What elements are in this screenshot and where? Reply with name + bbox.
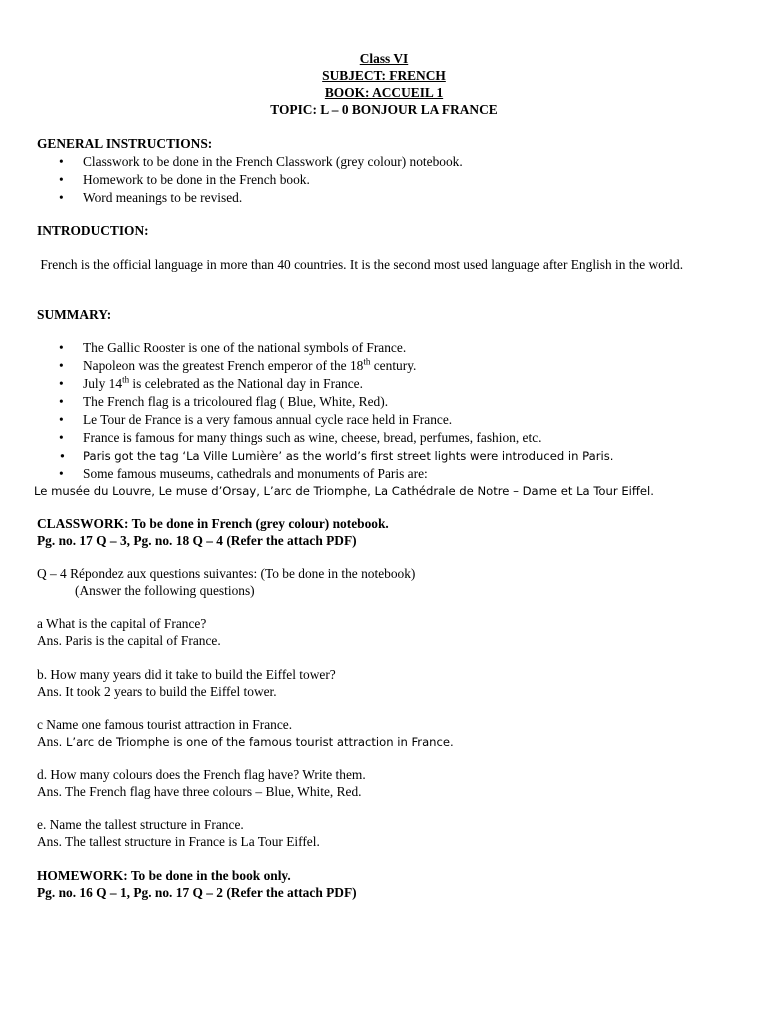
class-line: Class VI	[359, 51, 409, 66]
ordinal-suffix: th	[122, 374, 130, 385]
list-item: • Le Tour de France is a very famous annual cycle race held in France.	[37, 411, 737, 429]
homework-section	[37, 867, 737, 901]
document-header	[0, 50, 768, 118]
answer: Ans. It took 2 years to build the Eiffel tower.	[37, 684, 277, 699]
list-item: • The Gallic Rooster is one of the national symbols of France.	[37, 339, 737, 357]
question: c Name one famous tourist attraction in France.	[37, 717, 293, 732]
ordinal-suffix: th	[363, 356, 371, 367]
qa-item	[37, 615, 737, 649]
general-instructions-section	[37, 135, 737, 207]
answer: Ans. The French flag have three colours – Blue, White, Red.	[37, 784, 362, 799]
list-item: • Classwork to be done in the French Classwork (grey colour) notebook.	[37, 153, 737, 171]
list-item: • France is famous for many things such as wine, cheese, bread, perfumes, fashion, etc.	[37, 429, 737, 447]
question-4-section	[37, 565, 737, 599]
homework-pages: Pg. no. 16 Q – 1, Pg. no. 17 Q – 2 (Refer the attach PDF)	[37, 885, 357, 900]
summary-section	[34, 306, 737, 500]
item-text: Napoleon was the greatest French emperor of the 18	[83, 358, 364, 373]
topic-line: TOPIC: L – 0 BONJOUR LA FRANCE	[270, 102, 498, 117]
item-text: is celebrated as the National day in France.	[129, 376, 363, 391]
question: e. Name the tallest structure in France.	[37, 817, 244, 832]
question-4-translation: (Answer the following questions)	[75, 583, 255, 598]
qa-item	[37, 816, 737, 850]
question: a What is the capital of France?	[37, 616, 207, 631]
general-instructions-list	[37, 153, 737, 207]
answer-prefix: Ans	[37, 734, 59, 749]
introduction-section	[37, 222, 737, 273]
list-item	[37, 357, 737, 375]
homework-heading: HOMEWORK: To be done in the book only.	[37, 868, 291, 883]
classwork-pages: Pg. no. 17 Q – 3, Pg. no. 18 Q – 4 (Refer the attach PDF)	[37, 533, 357, 548]
classwork-heading: CLASSWORK: To be done in French (grey colour) notebook.	[37, 516, 389, 531]
question: d. How many colours does the French flag have? Write them.	[37, 767, 366, 782]
qa-item	[37, 666, 737, 700]
introduction-text: French is the official language in more than 40 countries. It is the second most used language after English in the world.	[37, 257, 684, 272]
list-item: • The French flag is a tricoloured flag ( Blue, White, Red).	[37, 393, 737, 411]
monuments-line: Le musée du Louvre, Le muse d’Orsay, L’arc de Triomphe, La Cathédrale de Notre – Dame et La Tour Eiffel.	[34, 484, 654, 498]
answer: Ans. Paris is the capital of France.	[37, 633, 221, 648]
classwork-section	[37, 515, 737, 549]
question: b. How many years did it take to build the Eiffel tower?	[37, 667, 336, 682]
question-4-title: Q – 4 Répondez aux questions suivantes: (To be done in the notebook)	[37, 566, 416, 581]
subject-line: SUBJECT: FRENCH	[322, 68, 446, 83]
answer: Ans. The tallest structure in France is La Tour Eiffel.	[37, 834, 320, 849]
item-text: century.	[370, 358, 417, 373]
answer	[37, 733, 737, 751]
item-text: July 14	[83, 376, 123, 391]
introduction-heading: INTRODUCTION:	[37, 223, 149, 238]
answer-text: . L’arc de Triomphe is one of the famous tourist attraction in France.	[58, 735, 454, 749]
book-line: BOOK: ACCUEIL 1	[324, 85, 444, 100]
qa-item	[37, 766, 737, 800]
list-item: • Paris got the tag ‘La Ville Lumière’ as the world’s first street lights were introduced in Paris.	[37, 447, 737, 465]
summary-list	[37, 339, 737, 483]
list-item: • Word meanings to be revised.	[37, 189, 737, 207]
summary-heading: SUMMARY:	[37, 307, 112, 322]
list-item	[37, 375, 737, 393]
general-instructions-heading: GENERAL INSTRUCTIONS:	[37, 136, 213, 151]
list-item: • Some famous museums, cathedrals and monuments of Paris are:	[37, 465, 737, 483]
qa-item	[37, 716, 737, 751]
list-item: • Homework to be done in the French book.	[37, 171, 737, 189]
